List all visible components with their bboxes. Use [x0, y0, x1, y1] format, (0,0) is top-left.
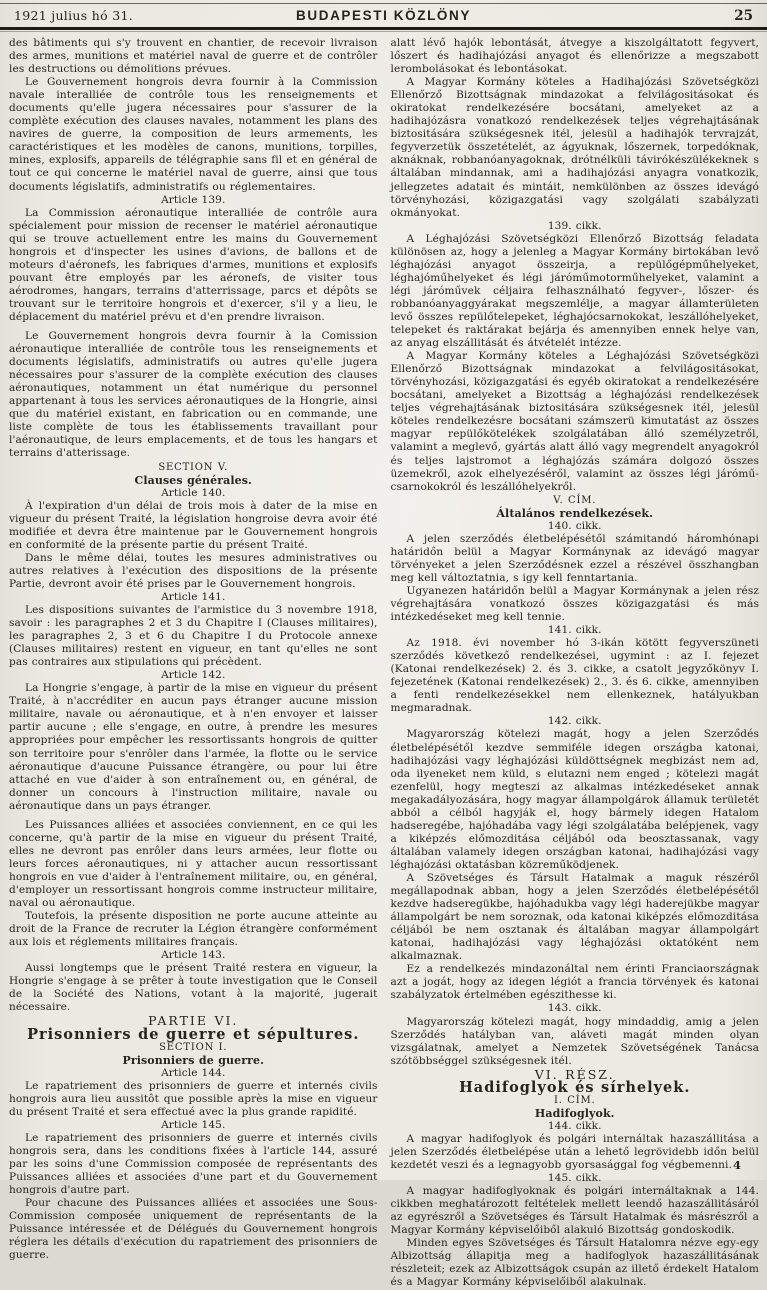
article-heading: 143. cikk. — [547, 1002, 602, 1015]
paragraph: Toutefois, la présente disposition ne porte aucune atteinte au droit de la France de recruter la Légion étrangère conformément aux lois et réglements militaires français. — [9, 910, 378, 949]
paragraph: A jelen szerződés életbelépésétől számitandó háromhónapi határidőn belül a Magyar Kormánynak az idevágó magyar törvényeket a jelen Szerződésnek ezzel a részével összhangban meg kell változtatnia, s igy kell fenntartania. — [390, 532, 759, 584]
paragraph: Les dispositions suivantes de l'armistice du 3 novembre 1918, savoir : les paragraphes 2 et 3 du Chapitre I (Clauses militaires), les paragraphes 2, 3 et 6 du Chapitre I du Protocole annexe (Clauses militaires) restent en vigueur, en tant qu'elles ne sont pas contraires aux stipulations qui précèdent. — [9, 604, 378, 669]
paragraph: des bâtiments qui s'y trouvent en chantier, de recevoir livraison des armes, munitions et matériel naval de guerre et de contrôler les destructions ou démolitions prévues. — [9, 37, 378, 76]
paragraph: Ez a rendelkezés mindazonáltal nem érinti Franciaországnak azt a jogát, hogy az idegen légiót a francia törvények és katonai szabályzatok értelmében egészithesse ki. — [390, 963, 759, 1002]
paragraph: Aussi longtemps que le présent Traité restera en vigueur, la Hongrie s'engage à se prêter à toute investigation que le Conseil de la Société des Nations, votant à la majorité, jugerait nécessaire. — [9, 962, 378, 1014]
article-columns — [0, 30, 767, 1290]
article-heading: 141. cikk. — [547, 624, 602, 637]
paragraph: A Léghajózási Szövetségközi Ellenőrző Bizottság feladata különösen az, hogy a jelenleg a Magyar Kormány birtokában levő léghajózási anyagot összeirja, a repülőgépműhelyeket, léghajóműhelyeket és légi járóműmotorműhelyeket, valamint a légi járóművek céljaira felhasználható fegyver-, lőszer- és robbanóanyaggyárakat megszemlélje, a magyar államterületen levő összes repülőtelepeket, léghajócsarnokokat, leszállóhelyeket, telepeket és raktárakat bejárja és amennyiben ennek helye van, az anyag elszállitását és átvételét intézze. — [390, 232, 759, 350]
paragraph: Magyarország kötelezi magát, hogy mindaddig, amig a jelen Szerződés hatályban van, aláveti magát minden olyan vizsgálatnak, amelyet a Nemzetek Szövetségének Tanácsa szótöbbséggel szükségesnek itél. — [390, 1015, 759, 1067]
article-heading: Article 141. — [161, 590, 226, 603]
article-heading: Article 139. — [161, 193, 226, 206]
paragraph: A Magyar Kormány köteles a Léghajózási Szövetségközi Ellenőrző Bizottságnak mindazokat a felvilágositásokat, törvényhozási, közigazgatási és egyéb okiratokat a rendelkezésére bocsátani, amelyeket a Bizottság a léghajózási rendelkezések teljes végrehajtásának biztositására szükségesnek itél, jelesül köteles rendelkezésre bocsátani számszerü kimutatást az összes magyar repülőkötelékek szolgálatában álló személyzetről, valamint a meglevő, gyártás alatt álló vagy megrendelt anyagokról és teljes lajstromot a léghajózás számára dolgozó összes üzemekről, azok elhelyezéséről, valamint az összes légi járómű-csarnokokról és leszállóhelyekről. — [390, 350, 759, 493]
subsection-heading: Általános rendelkezések. — [496, 506, 654, 520]
part-heading: PARTIE VI. — [148, 1013, 239, 1029]
paragraph: La Commission aéronautique interalliée de contrôle aura spécialement pour mission de recenser le matériel aéronautique qui se trouve actuellement entre les mains du Gouvernement hongrois et d'inspecter les usines d'avions, de ballons et de moteurs d'aéronefs, les fabriques d'armes, munitions et explosifs pouvant être employés par les aéronefs, de visiter tous aérodromes, hangars, terrains d'atterrissage, parcs et dépôts se trouvant sur le territoire hongrois et d'exercer, s'il y a lieu, le déplacement du matériel prévu et d'en prendre livraison. — [9, 206, 378, 323]
issue-date: 1921 julius hó 31. — [14, 8, 133, 23]
section-heading: SECTION I. — [159, 1041, 228, 1053]
subsection-heading: Clauses générales. — [134, 473, 252, 487]
paragraph: Dans le même délai, toutes les mesures administratives ou autres relatives à l'exécution des dispositions de la présente Partie, devront avoir été prises par le Gouvernement hongrois. — [9, 551, 378, 590]
publication-title: BUDAPESTI KÖZLÖNY — [296, 8, 471, 23]
subsection-heading: Hadifoglyok. — [534, 1106, 615, 1120]
article-heading: Article 142. — [161, 669, 226, 682]
article-heading: Article 140. — [161, 486, 226, 499]
footer-signature-mark: 4 — [732, 1158, 741, 1172]
paragraph: Les Puissances alliées et associées conviennent, en ce qui les concerne, qu'à partir de la mise en vigueur du présent Traité, elles ne devront pas enrôler dans leurs armées, leur flotte ou leurs forces aéronautiques, ni y attacher aucun ressortissant hongrois en vue d'aider à l'entraînement militaire, ou, en général, d'employer un ressortissant hongrois comme instructeur militaire, naval ou aéronautique. — [9, 818, 378, 910]
left-column-french — [9, 37, 378, 1290]
paragraph: Le Gouvernement hongrois devra fournir à la Commission navale interalliée de contrôle tous les renseignements et documents qu'elle jugera nécessaires pour s'assurer de la complète exécution des clauses navales, notamment les plans des navires de guerre, la composition de leurs armements, les caractéristiques et les modèles de canons, munitions, torpilles, mines, explosifs, appareils de télégraphie sans fil et en général de tout ce qui concerne le matériel naval de guerre, ainsi que tous documents législatifs, administratifs ou réglementaires. — [9, 76, 378, 193]
subsection-heading: Prisonniers de guerre. — [122, 1053, 265, 1067]
paragraph: A Szövetséges és Társult Hatalmak a maguk részéről megállapodnak abban, hogy a jelen Szerződés életbelépésétől kezdve hadseregükbe, hajóhadukba vagy légi haderejükbe magyar állampolgárt be nem soroznak, oda katonai kiképzés előmozditása céljából be nem osztanak és általában magyar állampolgárt katonai, hadihajózási vagy léghajózási oktatóként nem alkalmaznak. — [390, 872, 759, 963]
part-title: Prisonniers de guerre et sépultures. — [27, 1025, 360, 1043]
article-heading: 145. cikk. — [547, 1172, 602, 1185]
paragraph: Le rapatriement des prisonniers de guerre et internés civils hongrois aura lieu aussitôt que possible après la mise en vigueur du présent Traité et sera effectué avec la plus grande rapidité. — [9, 1079, 378, 1118]
paragraph: Le rapatriement des prisonniers de guerre et internés civils hongrois sera, dans les conditions fixées à l'article 144, assuré par les soins d'une Commission composée de représentants des Puissances alliées et associées d'une part et du Gouvernement hongrois d'autre part. — [9, 1131, 378, 1197]
article-heading: Article 143. — [161, 949, 226, 962]
paragraph: A Magyar Kormány köteles a Hadihajózási Szövetségközi Ellenőrző Bizottságnak mindazokat a felvilágositásokat és okiratokat rendelkezésére bocsátani, amelyeket az a hadihajózásra vonatkozó rendelkezések teljes végrehajtásának biztositására szükségesnek itél, jelesül a hadihajók tervrajzát, fegyverzetük összetételét, az ágyuknak, lőszernek, torpedóknak, aknáknak, robbanóanyagoknak, drótnélküli távirókészülékeknek s általában mindannak, ami a hadihajózási anyagra vonatkozik, jellegzetes adatait és mintáit, nemkülönben az összes idevágó törvényhozási, közigazgatási vagy szolgálati szabályzati okmányokat. — [390, 76, 759, 219]
paragraph: La Hongrie s'engage, à partir de la mise en vigueur du présent Traité, à n'accréditer en aucun pays étranger aucune mission militaire, navale ou aéronautique, et à n'en envoyer et laisser partir aucune ; elle s'engage, en outre, à prendre les mesures appropriées pour empêcher les ressortissants hongrois de quitter son territoire pour s'enrôler dans l'armée, la flotte ou le service aéronautique d'aucune Puissance étrangère, ou pour lui être attaché en vue d'aider à son entraînement ou, en général, de donner un concours à l'instruction militaire, navale ou aéronautique dans un pays étranger. — [9, 682, 378, 812]
masthead — [0, 0, 767, 30]
article-heading: Article 144. — [161, 1066, 226, 1079]
right-column-hungarian — [391, 37, 760, 1290]
part-title: Hadifoglyok és sírhelyek. — [459, 1078, 691, 1096]
section-heading: V. CÍM. — [553, 494, 597, 506]
paragraph: Az 1918. évi november hó 3-ikán kötött fegyverszüneti szerződés következő rendelkezései, ugymint : az I. fejezet (Katonai rendelkezések) 2. és 3. cikke, a csatolt jegyzőkönyv I. fejezetének (Katonai rendelkezések) 2., 3. és 6. cikke, amennyiben a fenti rendelkezésekkel nem ellenkeznek, hatályukban megmaradnak. — [390, 637, 759, 715]
article-heading: 140. cikk. — [547, 519, 602, 532]
article-heading: 142. cikk. — [547, 715, 602, 728]
section-heading: I. CÍM. — [554, 1094, 596, 1106]
paragraph: Le Gouvernement hongrois devra fournir à la Comission aéronautique interalliée de contrôle tous les renseignements et documents législatifs, administratifs ou autres qu'elle jugera nécessaires pour s'assurer de la complète exécution des clauses aéronautiques, notamment un état numérique du personnel appartenant à tous les services aéronautiques de la Hongrie, ainsi que du matériel existant, en fabrication ou en commande, une liste complète de tous les établissements travaillant pour l'aéronautique, de leurs emplacements, et de tous les hangars et terrains d'atterissage. — [9, 330, 378, 460]
paragraph: A magyar hadifoglyoknak és polgári internáltaknak a 144. cikkben meghatározott feltételek mellett leendő hazaszállitásáról az egyrészről a Szövetséges és Társult Hatalmak és másrészről a Magyar Kormány képviselőiből alakuló Bizottság gondoskodik. — [390, 1185, 759, 1237]
paragraph: Pour chacune des Puissances alliées et associées une Sous-Commission composée uniquement de représentants de la Puissance intéressée et de Délégués du Gouvernement hongrois réglera les détails d'exécution du rapatriement des prisonniers de guerre. — [9, 1197, 378, 1262]
section-heading: SECTION V. — [158, 461, 229, 473]
paragraph: alatt lévő hajók lebontását, átvegye a kiszolgáltatott fegyvert, lőszert és hadihajózási anyagot és ellenőrizze a megszabott lerombolásokat és lebontásokat. — [390, 37, 759, 76]
paragraph: Magyarország kötelezi magát, hogy a jelen Szerződés életbelépésétől kezdve semmiféle idegen országba katonai, hadihajózási vagy léghajózási küldöttségnek megbizást nem ad, oda ilyeneket nem küld, s elutazni nem enged ; kötelezi magát ezenfelül, hogy megteszi az alkalmas intézkedéseket annak megakadályozására, hogy magyar állampolgárok államuk területét abból a célból hagyják el, hogy bármely idegen Hatalom hadseregébe, hajóhadába vagy légi szolgálatába belépjenek, vagy a kiképzés előmozditása céljából oda beosztassanak, vagy általában valamely idegen országban katonai, hadihajózási vagy léghajózási oktatásban közreműködjenek. — [390, 728, 759, 871]
page-number: 25 — [734, 8, 753, 24]
article-heading: 139. cikk. — [547, 219, 602, 232]
paragraph: A magyar hadifoglyok és polgári internáltak hazaszállitása a jelen Szerződés életbelépése után a lehető legrövidebb időn belül kezdetét veszi és a legnagyobb gyorsasággal fog végbemenni. — [390, 1132, 759, 1172]
paragraph: Ugyanezen határidőn belül a Magyar Kormánynak a jelen rész végrehajtására vonatkozó összes közigazgatási és más intézkedéseket meg kell tennie. — [390, 584, 759, 624]
paragraph: Minden egyes Szövetséges és Társult Hatalomra nézve egy-egy Albizottság állapitja meg a hadifoglyok hazaszállitásának részleteit; ezek az Albizottságok csupán az illető érdekelt Hatalom és a Magyar Kormány képviselőiből alakulnak. — [390, 1237, 759, 1289]
article-heading: 144. cikk. — [547, 1119, 602, 1132]
paragraph: À l'expiration d'un délai de trois mois à dater de la mise en vigueur du présent Traité, la législation hongroise devra avoir été modifiée et devra être maintenue par le Gouvernement hongrois en conformité de la présente partie du présent Traité. — [9, 499, 378, 551]
part-heading: VI. RÉSZ. — [534, 1066, 615, 1082]
article-heading: Article 145. — [161, 1118, 226, 1131]
